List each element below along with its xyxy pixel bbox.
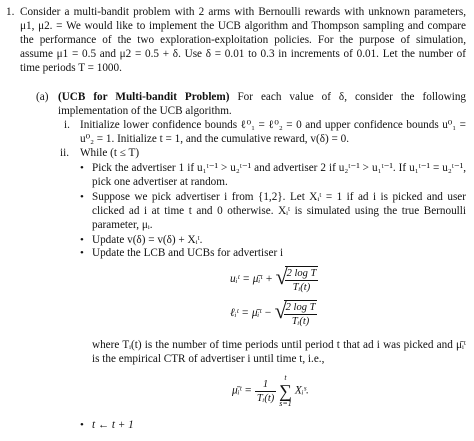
sigma-symbol: ∑ bbox=[279, 381, 292, 401]
bullet-update-bounds: Update the LCB and UCBs for advertiser i bbox=[92, 247, 284, 259]
lcb-lhs: ℓᵢᵗ = μ̄ᵢᵗ − bbox=[230, 307, 272, 320]
step-ii-text: While (t ≤ T) bbox=[80, 147, 140, 159]
step-i-label: i. bbox=[64, 119, 70, 131]
step-i-text: Initialize lower confidence bounds ℓ⁰₁ = ℓ⁰₂ = 0 and upper confidence bounds u⁰₁ = u⁰₂ = 1. Initialize t = 1, and the cumulative reward, v(δ) = 0. bbox=[80, 119, 466, 145]
ctr-fraction bbox=[255, 379, 276, 404]
bullet-suppose-pick: Suppose we pick advertiser i from {1,2}. Let Xᵢᵗ = 1 if ad i is picked and user clicked ad i at time t and 0 otherwise. Xᵢᵗ is simulated using the true Bernoulli parameter, μᵢ. bbox=[92, 191, 466, 231]
bullet-increment-t: t ← t + 1 bbox=[92, 419, 134, 431]
part-a-title: (UCB for Multi-bandit Problem) bbox=[58, 91, 230, 103]
ctr-rhs: Xᵢˢ. bbox=[294, 384, 309, 397]
part-a-label: (a) bbox=[36, 91, 49, 103]
bullet-dot: • bbox=[80, 162, 84, 174]
where-text: where Tᵢ(t) is the number of time periods until period t that ad i was picked and μ̄ᵢᵗ is the empirical CTR of advertiser i until time t, i.e., bbox=[92, 339, 466, 365]
ucb-sqrt-denominator: Tᵢ(t) bbox=[292, 282, 311, 293]
lcb-sqrt-numerator: 2 log T bbox=[285, 302, 316, 313]
bullet-pick-advertiser: Pick the advertiser 1 if u₁ᵗ⁻¹ > u₂ᵗ⁻¹ and advertiser 2 if u₂ᵗ⁻¹ > u₁ᵗ⁻¹. If u₁ᵗ⁻¹ = u₂ᵗ⁻¹, pick one advertiser at random. bbox=[92, 162, 466, 188]
ucb-sqrt bbox=[276, 266, 319, 293]
bullet-dot: • bbox=[80, 247, 84, 259]
ucb-sqrt-numerator: 2 log T bbox=[286, 268, 317, 279]
sum-lower-limit: s=1 bbox=[279, 399, 292, 408]
ctr-numerator: 1 bbox=[255, 379, 276, 392]
summation bbox=[279, 374, 292, 408]
part-a-heading bbox=[58, 90, 466, 118]
sum-upper-limit: t bbox=[284, 373, 287, 382]
problem-intro: Consider a multi-bandit problem with 2 arms with Bernoulli rewards with unknown parameters, μ1, μ2. = We would like to implement the UCB algorithm and Thompson sampling and compare the performance of the two exploration-exploitation policies. For the purpose of simulation, assume μ1 = 0.5 and μ2 = 0.5 + δ. Use δ = 0.01 to 0.3 in increments of 0.01. Let the number of time periods T = 1000. bbox=[20, 6, 466, 74]
bullet-dot: • bbox=[80, 419, 84, 431]
bullet-update-v: Update v(δ) = v(δ) + Xᵢᵗ. bbox=[92, 234, 203, 246]
radical-sign: √ bbox=[275, 264, 288, 289]
bullet-dot: • bbox=[80, 234, 84, 246]
empirical-ctr-equation bbox=[232, 374, 309, 408]
lcb-equation bbox=[230, 300, 317, 327]
lcb-sqrt-denominator: Tᵢ(t) bbox=[291, 316, 310, 327]
part-a-intro: For each value of δ, consider the following implementation of the UCB algorithm. bbox=[58, 91, 467, 117]
ucb-equation bbox=[230, 266, 318, 293]
bullet-dot: • bbox=[80, 191, 84, 203]
ctr-denominator: Tᵢ(t) bbox=[256, 392, 275, 404]
step-ii-label: ii. bbox=[60, 147, 70, 159]
problem-number: 1. bbox=[6, 6, 15, 18]
ucb-lhs: uᵢᵗ = μ̄ᵢᵗ + bbox=[230, 273, 273, 286]
lcb-sqrt bbox=[275, 300, 318, 327]
ctr-lhs: μ̄ᵢᵗ = bbox=[232, 384, 252, 397]
radical-sign: √ bbox=[274, 298, 287, 323]
